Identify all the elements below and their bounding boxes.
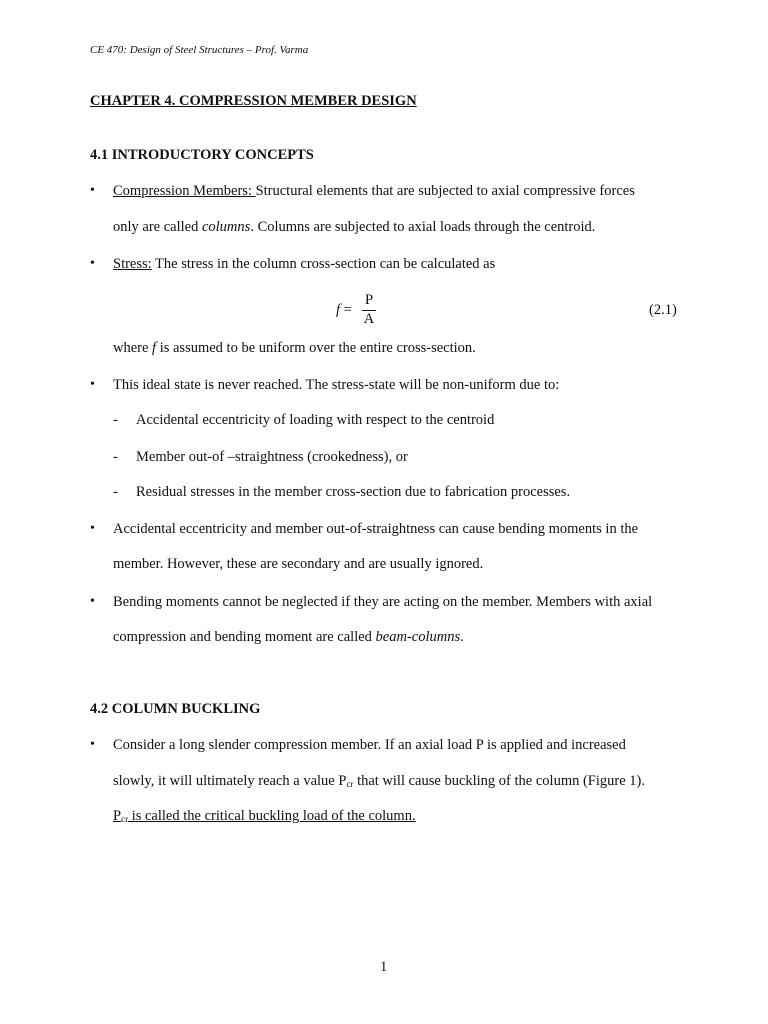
emphasis: f <box>152 340 157 356</box>
text-run: compression and bending moment are called <box>113 629 376 645</box>
bullet-icon: • <box>90 183 95 198</box>
text-run: is assumed to be uniform over the entire cross-section. <box>156 340 476 356</box>
text-run: where <box>113 340 153 356</box>
paragraph-line: Bending moments cannot be neglected if they are acting on the member. Members with axial <box>113 594 653 610</box>
text-run: is called the critical buckling load of the column. <box>128 808 416 824</box>
dash-icon: - <box>113 484 118 500</box>
text-run: . <box>460 629 464 645</box>
fraction-numerator: P <box>364 292 374 308</box>
page-number: 1 <box>380 959 388 975</box>
paragraph-line: member. However, these are secondary and are usually ignored. <box>113 556 484 572</box>
text-run: only are called <box>113 219 202 235</box>
paragraph-line <box>113 773 645 790</box>
text-run: Structural elements that are subjected to axial compressive forces <box>255 183 635 199</box>
fraction-denominator: A <box>363 311 375 327</box>
list-item: Residual stresses in the member cross-section due to fabrication processes. <box>136 484 571 500</box>
equation-lhs: f <box>336 302 341 318</box>
term-label: Compression Members: <box>113 183 256 199</box>
text-run: that will cause buckling of the column (Figure 1). <box>353 773 645 789</box>
paragraph-line: Accidental eccentricity and member out-of-straightness can cause bending moments in the <box>113 521 639 537</box>
subscript: cr <box>121 814 129 824</box>
term-label: Stress: <box>113 256 152 272</box>
paragraph-line <box>113 183 635 200</box>
text-run: P <box>113 808 122 824</box>
bullet-icon: • <box>90 521 95 536</box>
paragraph-line <box>113 256 495 273</box>
running-header: CE 470: Design of Steel Structures – Prof. Varma <box>90 44 309 56</box>
paragraph-line <box>113 219 595 236</box>
text-run: . Columns are subjected to axial loads through the centroid. <box>250 219 596 235</box>
section-heading-4-1: 4.1 INTRODUCTORY CONCEPTS <box>90 147 314 163</box>
list-item: Accidental eccentricity of loading with respect to the centroid <box>136 412 495 428</box>
emphasis: columns <box>201 219 251 235</box>
paragraph-line <box>113 340 476 357</box>
chapter-title: CHAPTER 4. COMPRESSION MEMBER DESIGN <box>90 93 417 109</box>
equation-number: (2.1) <box>649 302 677 318</box>
paragraph-line <box>113 629 464 646</box>
emphasis: beam-columns <box>375 629 461 645</box>
section-heading-4-2: 4.2 COLUMN BUCKLING <box>90 701 261 717</box>
bullet-icon: • <box>90 594 95 609</box>
bullet-icon: • <box>90 377 95 392</box>
list-item: Member out-of –straightness (crookedness), or <box>136 449 408 465</box>
equation <box>336 302 352 319</box>
text-run: slowly, it will ultimately reach a value P <box>113 773 347 789</box>
paragraph-line: Consider a long slender compression member. If an axial load P is applied and increased <box>113 737 626 753</box>
text-run: The stress in the column cross-section can be calculated as <box>151 256 496 272</box>
dash-icon: - <box>113 449 118 465</box>
bullet-icon: • <box>90 256 95 271</box>
fraction <box>361 292 377 328</box>
paragraph-line <box>113 808 416 825</box>
bullet-icon: • <box>90 737 95 752</box>
paragraph-line: This ideal state is never reached. The stress-state will be non-uniform due to: <box>113 377 560 393</box>
subscript: cr <box>346 779 354 789</box>
dash-icon: - <box>113 412 118 428</box>
equation-equals: = <box>340 302 352 318</box>
